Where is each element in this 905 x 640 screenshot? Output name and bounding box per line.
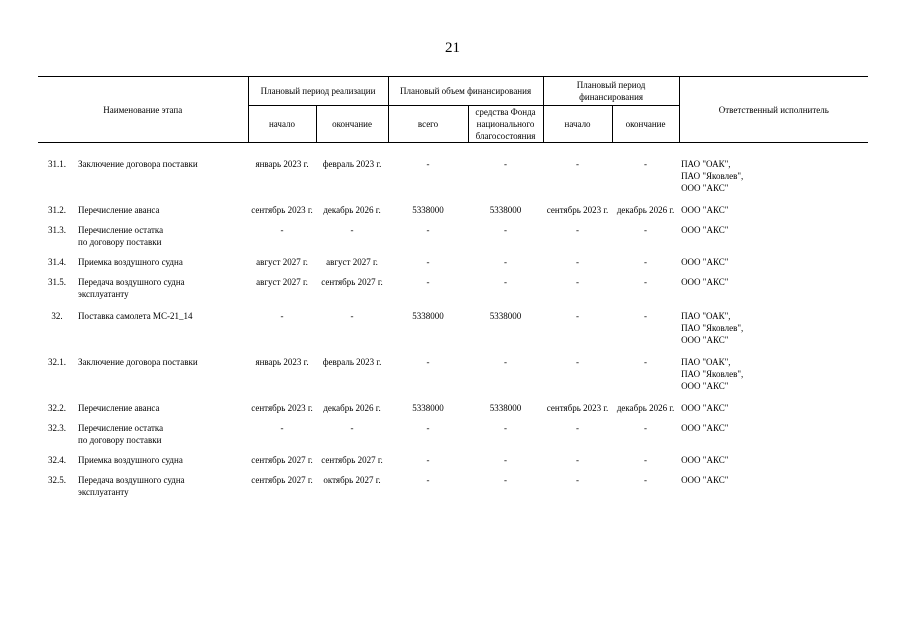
cell-responsible: ООО "АКС" — [681, 224, 729, 235]
cell-fin-start: сентябрь 2023 г. — [546, 204, 609, 215]
table-row — [38, 256, 868, 276]
cell-total: - — [426, 422, 430, 433]
cell-fund: 5338000 — [489, 310, 522, 321]
header-total: всего — [388, 106, 468, 143]
cell-start: - — [280, 422, 284, 433]
cell-number: 32.4. — [48, 454, 66, 465]
cell-fund: - — [504, 454, 508, 465]
cell-start: сентябрь 2023 г. — [251, 204, 313, 215]
cell-responsible: ООО "АКС" — [681, 256, 729, 267]
cell-number: 31.1. — [48, 159, 66, 169]
cell-start: сентябрь 2027 г. — [251, 454, 313, 465]
cell-stage-name: Перечисление остатка по договору поставки — [78, 422, 164, 445]
cell-start: сентябрь 2023 г. — [251, 402, 313, 413]
cell-number: 32.1. — [48, 356, 66, 367]
header-planned-volume: Плановый объем финансирования — [388, 77, 543, 106]
cell-number: 32.3. — [48, 422, 66, 433]
cell-number: 32.5. — [48, 474, 66, 485]
cell-responsible: ПАО "ОАК", ПАО "Яковлев", ООО "АКС" — [681, 356, 744, 391]
cell-fin-start: - — [576, 454, 580, 465]
table-row — [38, 276, 868, 310]
cell-stage-name: Перечисление аванса — [78, 204, 160, 215]
cell-fin-start: сентябрь 2023 г. — [546, 402, 609, 413]
cell-fin-start: - — [576, 224, 580, 235]
cell-end: февраль 2023 г. — [322, 356, 382, 367]
cell-end: сентябрь 2027 г. — [321, 276, 383, 287]
cell-end: август 2027 г. — [326, 256, 378, 267]
table-body — [38, 143, 868, 502]
cell-fund: 5338000 — [489, 402, 522, 413]
table-row — [38, 422, 868, 454]
cell-responsible: ООО "АКС" — [681, 454, 729, 465]
cell-stage-name: Передача воздушного судна эксплуатанту — [78, 474, 185, 497]
cell-total: - — [426, 224, 430, 235]
cell-stage-name: Заключение договора поставки — [78, 159, 198, 169]
cell-start: август 2027 г. — [256, 276, 308, 287]
cell-total: 5338000 — [412, 402, 444, 413]
cell-fin-end: - — [644, 276, 648, 287]
cell-responsible: ООО "АКС" — [681, 422, 729, 433]
cell-number: 31.5. — [48, 276, 66, 287]
table-row — [38, 454, 868, 474]
cell-stage-name: Заключение договора поставки — [78, 356, 198, 367]
table-row — [38, 356, 868, 402]
cell-fin-end: - — [644, 356, 648, 367]
cell-number: 31.2. — [48, 204, 66, 215]
cell-total: - — [426, 356, 430, 367]
cell-fin-start: - — [576, 422, 580, 433]
cell-fin-end: - — [644, 256, 648, 267]
cell-start: - — [280, 310, 284, 321]
header-fund: средства Фонда национального благосостояния — [468, 106, 543, 143]
header-responsible: Ответственный исполнитель — [679, 77, 868, 143]
cell-stage-name: Перечисление аванса — [78, 402, 160, 413]
page-number: 21 — [445, 40, 460, 56]
cell-fin-start: - — [576, 310, 580, 321]
cell-fin-end: декабрь 2026 г. — [616, 204, 675, 215]
cell-fin-start: - — [576, 159, 580, 169]
header-end: окончание — [316, 106, 388, 143]
cell-fund: - — [504, 276, 508, 287]
cell-fin-end: - — [644, 474, 648, 485]
cell-total: - — [426, 159, 430, 169]
cell-fin-end: декабрь 2026 г. — [616, 402, 675, 413]
table-row — [38, 474, 868, 502]
cell-end: октябрь 2027 г. — [323, 474, 381, 485]
header-stage-name: Наименование этапа — [38, 77, 248, 143]
table-row — [38, 204, 868, 224]
cell-start: январь 2023 г. — [255, 356, 309, 367]
cell-start: август 2027 г. — [256, 256, 308, 267]
cell-fin-start: - — [576, 474, 580, 485]
cell-end: декабрь 2026 г. — [323, 402, 381, 413]
table-row — [38, 402, 868, 422]
cell-fund: - — [504, 256, 508, 267]
table-row — [38, 310, 868, 356]
cell-end: - — [350, 310, 354, 321]
header-start: начало — [248, 106, 316, 143]
cell-total: - — [426, 256, 430, 267]
cell-responsible: ООО "АКС" — [681, 204, 729, 215]
cell-end: - — [350, 224, 354, 235]
cell-number: 31.4. — [48, 256, 66, 267]
cell-start: сентябрь 2027 г. — [251, 474, 313, 485]
cell-end: декабрь 2026 г. — [323, 204, 381, 215]
cell-fin-end: - — [644, 454, 648, 465]
cell-fund: 5338000 — [489, 204, 522, 215]
cell-start: январь 2023 г. — [255, 159, 309, 169]
cell-fund: - — [504, 422, 508, 433]
cell-end: февраль 2023 г. — [322, 159, 382, 169]
cell-end: сентябрь 2027 г. — [321, 454, 383, 465]
header-planned-period: Плановый период реализации — [248, 77, 388, 106]
cell-fin-start: - — [576, 276, 580, 287]
cell-total: 5338000 — [412, 310, 444, 321]
cell-fin-end: - — [644, 224, 648, 235]
schedule-table — [38, 76, 868, 502]
table-row — [38, 143, 868, 204]
cell-total: - — [426, 454, 430, 465]
cell-stage-name: Перечисление остатка по договору поставки — [78, 224, 164, 247]
cell-total: - — [426, 474, 430, 485]
cell-fund: - — [504, 224, 508, 235]
cell-stage-name: Поставка самолета МС-21_14 — [78, 310, 193, 321]
cell-end: - — [350, 422, 354, 433]
cell-fin-start: - — [576, 256, 580, 267]
cell-stage-name: Приемка воздушного судна — [78, 256, 183, 267]
header-fin-start: начало — [543, 106, 612, 143]
cell-responsible: ПАО "ОАК", ПАО "Яковлев", ООО "АКС" — [681, 159, 744, 193]
cell-stage-name: Передача воздушного судна эксплуатанту — [78, 276, 185, 299]
cell-fin-end: - — [644, 310, 648, 321]
cell-number: 32. — [51, 310, 63, 321]
cell-fund: - — [504, 356, 508, 367]
table-row — [38, 224, 868, 256]
cell-number: 32.2. — [48, 402, 66, 413]
header-fin-end: окончание — [612, 106, 679, 143]
cell-fund: - — [504, 159, 508, 169]
cell-stage-name: Приемка воздушного судна — [78, 454, 183, 465]
cell-fin-end: - — [644, 422, 648, 433]
cell-fin-start: - — [576, 356, 580, 367]
header-planned-fin-period: Плановый период финансирования — [543, 77, 679, 106]
cell-responsible: ООО "АКС" — [681, 276, 729, 287]
cell-responsible: ООО "АКС" — [681, 402, 729, 413]
cell-responsible: ПАО "ОАК", ПАО "Яковлев", ООО "АКС" — [681, 310, 744, 345]
cell-number: 31.3. — [48, 224, 66, 235]
cell-responsible: ООО "АКС" — [681, 474, 729, 485]
cell-fin-end: - — [644, 159, 648, 169]
cell-start: - — [280, 224, 284, 235]
cell-fund: - — [504, 474, 508, 485]
cell-total: - — [426, 276, 430, 287]
cell-total: 5338000 — [412, 204, 444, 215]
